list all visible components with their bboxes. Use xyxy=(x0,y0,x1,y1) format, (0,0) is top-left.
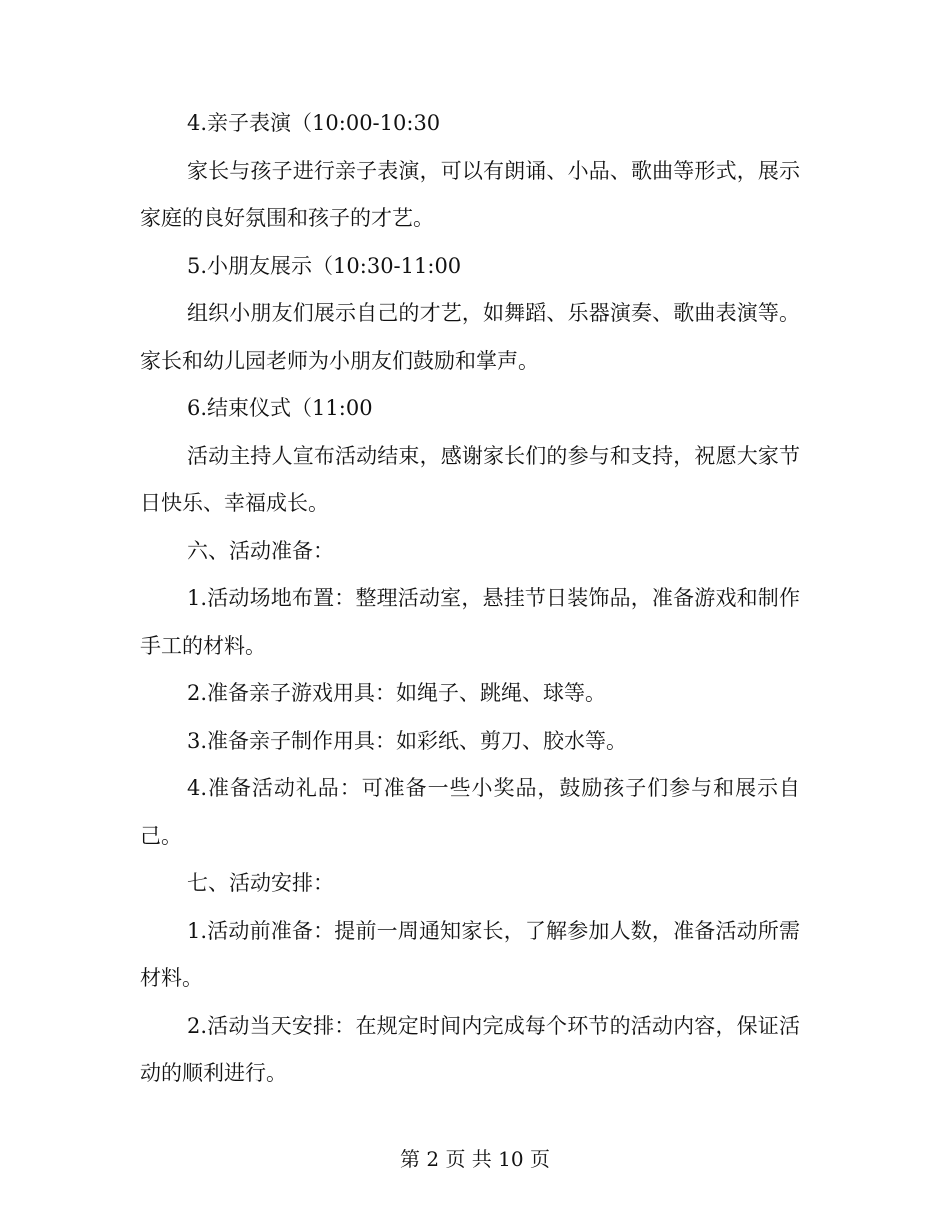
list-item-venue-setup: 1.活动场地布置：整理活动室，悬挂节日装饰品，准备游戏和制作手工的材料。 xyxy=(140,586,800,658)
page-number-footer: 第 2 页 共 10 页 xyxy=(400,1147,550,1171)
document-body xyxy=(140,100,800,1098)
heading-activity-preparation: 六、活动准备： xyxy=(187,538,334,563)
paragraph-closing-description: 活动主持人宣布活动结束，感谢家长们的参与和支持，祝愿大家节日快乐、幸福成长。 xyxy=(140,443,800,515)
list-item-event-day: 2.活动当天安排：在规定时间内完成每个环节的活动内容，保证活动的顺利进行。 xyxy=(140,1013,800,1085)
list-item-craft-supplies: 3.准备亲子制作用具：如彩纸、剪刀、胶水等。 xyxy=(187,728,628,753)
paragraph-performance-description: 家长与孩子进行亲子表演，可以有朗诵、小品、歌曲等形式，展示家庭的良好氛围和孩子的才艺。 xyxy=(140,158,800,230)
paragraph-showcase-description: 组织小朋友们展示自己的才艺，如舞蹈、乐器演奏、歌曲表演等。家长和幼儿园老师为小朋友们鼓励和掌声。 xyxy=(140,301,800,373)
section-item-closing-ceremony: 6.结束仪式（11:00 xyxy=(187,396,373,420)
list-item-game-supplies: 2.准备亲子游戏用具：如绳子、跳绳、球等。 xyxy=(187,681,607,705)
heading-activity-schedule: 七、活动安排： xyxy=(187,871,334,895)
section-item-parent-child-performance: 4.亲子表演（10:00-10:30 xyxy=(187,111,441,135)
list-item-gifts: 4.准备活动礼品：可准备一些小奖品，鼓励孩子们参与和展示自己。 xyxy=(140,776,800,848)
section-item-children-showcase: 5.小朋友展示（10:30-11:00 xyxy=(187,253,462,278)
list-item-pre-event-prep: 1.活动前准备：提前一周通知家长，了解参加人数，准备活动所需材料。 xyxy=(140,918,800,990)
